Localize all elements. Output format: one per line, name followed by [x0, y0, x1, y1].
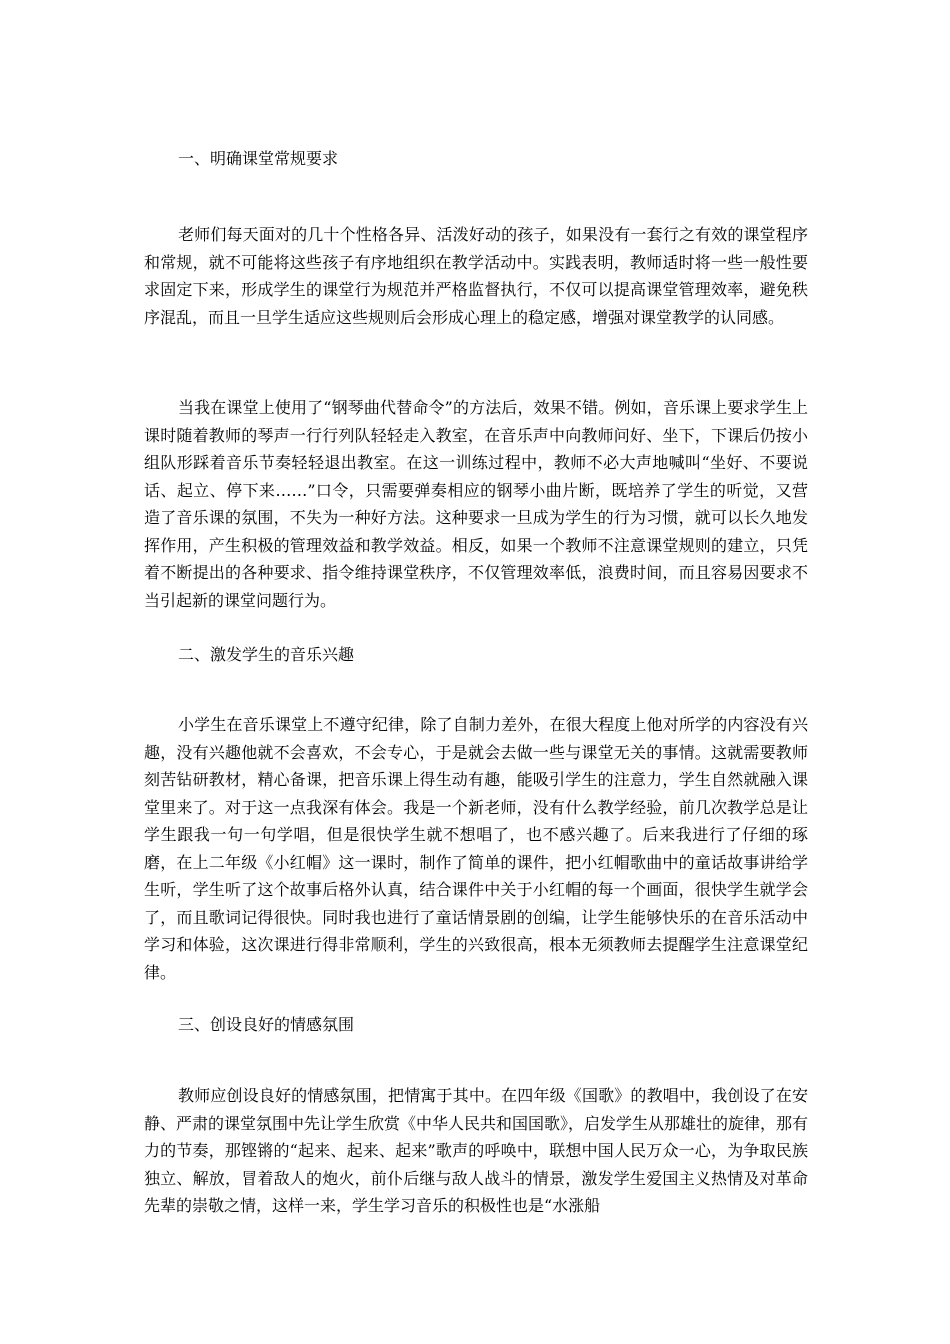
section-1-paragraph-1: 老师们每天面对的几十个性格各异、活泼好动的孩子，如果没有一套行之有效的课堂程序和常规，就不可能将这些孩子有序地组织在教学活动中。实践表明，教师适时将一些一般性要求固定下来，形成学生的课堂行为规范并严格监督执行，不仅可以提高课堂管理效率，避免秩序混乱，而且一旦学生适应这些规则后会形成心理上的稳定感，增强对课堂教学的认同感。: [144, 225, 808, 327]
section-3-paragraph-1: 教师应创设良好的情感氛围，把情寓于其中。在四年级《国歌》的教唱中，我创设了在安静、严肃的课堂氛围中先让学生欣赏《中华人民共和国国歌》，启发学生从那雄壮的旋律，那有力的节奏，那铿锵的“起来、起来、起来”歌声的呼唤中，联想中国人民万众一心，为争取民族独立、解放，冒着敌人的炮火，前仆后继与敌人战斗的情景，激发学生爱国主义热情及对革命先辈的崇敬之情，这样一来，学生学习音乐的积极性也是“水涨船: [144, 1086, 809, 1215]
section-heading-3: 三、创设良好的情感氛围: [178, 1015, 355, 1034]
section-heading-1: 一、明确课堂常规要求: [178, 149, 339, 168]
section-1-paragraph-2: 当我在课堂上使用了“钢琴曲代替命令”的方法后，效果不错。例如，音乐课上要求学生上课时随着教师的琴声一行行列队轻轻走入教室，在音乐声中向教师问好、坐下，下课后仍按小组队形踩着音乐节奏轻轻退出教室。在这一训练过程中，教师不必大声地喊叫“坐好、不要说话、起立、停下来……”口令，只需要弹奏相应的钢琴小曲片断，既培养了学生的听觉，又营造了音乐课的氛围，不失为一种好方法。这种要求一旦成为学生的行为习惯，就可以长久地发挥作用，产生积极的管理效益和教学效益。相反，如果一个教师不注意课堂规则的建立，只凭着不断提出的各种要求、指令维持课堂秩序，不仅管理效率低，浪费时间，而且容易因要求不当引起新的课堂问题行为。: [144, 398, 808, 610]
section-heading-2: 二、激发学生的音乐兴趣: [178, 645, 355, 664]
section-2-paragraph-1: 小学生在音乐课堂上不遵守纪律，除了自制力差外，在很大程度上他对所学的内容没有兴趣，没有兴趣他就不会喜欢，不会专心，于是就会去做一些与课堂无关的事情。这就需要教师刻苦钻研教材，精心备课，把音乐课上得生动有趣，能吸引学生的注意力，学生自然就融入课堂里来了。对于这一点我深有体会。我是一个新老师，没有什么教学经验，前几次教学总是让学生跟我一句一句学唱，但是很快学生就不想唱了，也不感兴趣了。后来我进行了仔细的琢磨，在上二年级《小红帽》这一课时，制作了简单的课件，把小红帽歌曲中的童话故事讲给学生听，学生听了这个故事后格外认真，结合课件中关于小红帽的每一个画面，很快学生就学会了，而且歌词记得很快。同时我也进行了童话情景剧的创编，让学生能够快乐的在音乐活动中学习和体验，这次课进行得非常顺利，学生的兴致很高，根本无须教师去提醒学生注意课堂纪律。: [144, 715, 808, 982]
